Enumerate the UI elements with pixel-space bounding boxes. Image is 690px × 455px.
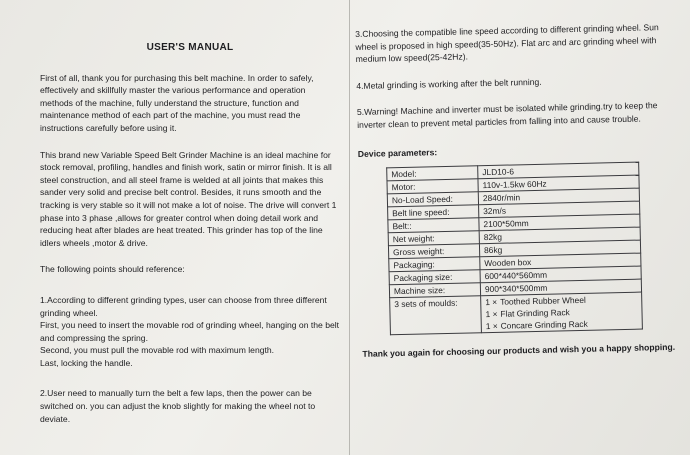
param-value: 900*340*500mm [480, 279, 641, 296]
device-parameters-table [386, 162, 643, 336]
param-value: 32m/s [479, 201, 640, 218]
param-key: Belt:: [388, 218, 479, 233]
point-1-line-3: Second, you must pull the movable rod with maximum length. [40, 345, 275, 356]
intro-paragraph: First of all, thank you for purchasing this belt machine. In order to safely, effectively and skillfully master the various performance and operation methods of the machine, fully understand the structure, function and maintenance method of each part of the machine, you must read the instructions carefully before using it. [40, 72, 314, 133]
mould-qty: 1 × [485, 297, 498, 308]
param-key: Gross weight: [388, 244, 479, 259]
points-heading: The following points should reference: [40, 264, 185, 275]
page-fold-divider [349, 0, 350, 455]
param-value: Wooden box [480, 253, 641, 270]
point-5: 5.Warning! Machine and inverter must be isolated while grinding.try to keep the inverter clean to prevent metal particles from falling into and cause trouble. [356, 100, 658, 130]
param-key: Packaging: [389, 257, 480, 272]
mould-qty: 1 × [485, 309, 498, 320]
description-paragraph: This brand new Variable Speed Belt Grinder Machine is an ideal machine for stock removal, profiling, handles and finish work, satin or mirror finish. It is all steel construction, and all steel frame is welded at all joints that makes this sander very solid and precise belt control. Besides, it runs smooth and the tracking is very stable so it will not make a lot of noise. The drive will convert 1 phase into 3 phase ,allows for greater control when doing detail work and reducing heat after blades are heat treated. This grinder has top of the line idlers wheels ,motor & drive. [40, 149, 337, 248]
thank-you-note: Thank you again for choosing our products and wish you a happy shopping. [362, 341, 676, 360]
point-1-line-1: 1.According to different grinding types, user can choose from three different grinding wheel. [40, 294, 327, 318]
param-value: 600*440*560mm [480, 266, 641, 283]
point-4: 4.Metal grinding is working after the belt running. [356, 76, 542, 91]
manual-title: USER'S MANUAL [146, 42, 234, 53]
mould-name: Concare Grinding Rack [500, 318, 588, 331]
moulds-list [481, 292, 643, 333]
param-key: Machine size: [389, 283, 480, 298]
mould-name: Toothed Rubber Wheel [500, 294, 586, 307]
point-3: 3.Choosing the compatible line speed according to different grinding wheel. Sun wheel is proposed in high speed(35-50Hz). Flat arc and arc grinding wheel with medium low speed(25-42Hz). [355, 22, 659, 65]
table-row [390, 292, 643, 335]
param-key: Net weight: [388, 231, 479, 246]
param-value: 110v-1.5kw 60Hz [478, 175, 639, 192]
mould-item [486, 317, 638, 332]
param-value: 82kg [479, 227, 640, 244]
param-key: Packaging size: [389, 270, 480, 285]
param-key: Belt line speed: [388, 205, 479, 220]
param-value: 86kg [479, 240, 640, 257]
param-value: 2840r/min [478, 188, 639, 205]
moulds-key: 3 sets of moulds: [390, 296, 482, 335]
mould-name: Flat Grinding Rack [500, 307, 570, 319]
param-key: Model: [387, 166, 478, 181]
point-2: 2.User need to manually turn the belt a few laps, then the power can be switched on. you can adjust the knob slightly for making the wheel not to deviate. [40, 388, 316, 424]
param-value: JLD10-6 [478, 162, 639, 179]
param-key: Motor: [387, 179, 478, 194]
point-1-line-4: Last, locking the handle. [40, 357, 133, 368]
left-column [40, 42, 340, 425]
device-parameters-heading: Device parameters: [357, 146, 438, 159]
param-key: No-Load Speed: [387, 192, 478, 207]
param-value: 2100*50mm [479, 214, 640, 231]
right-column [355, 21, 682, 361]
mould-qty: 1 × [485, 320, 498, 332]
point-1-line-2: First, you need to insert the movable rod of grinding wheel, hanging on the belt and compressing the spring. [40, 320, 340, 343]
